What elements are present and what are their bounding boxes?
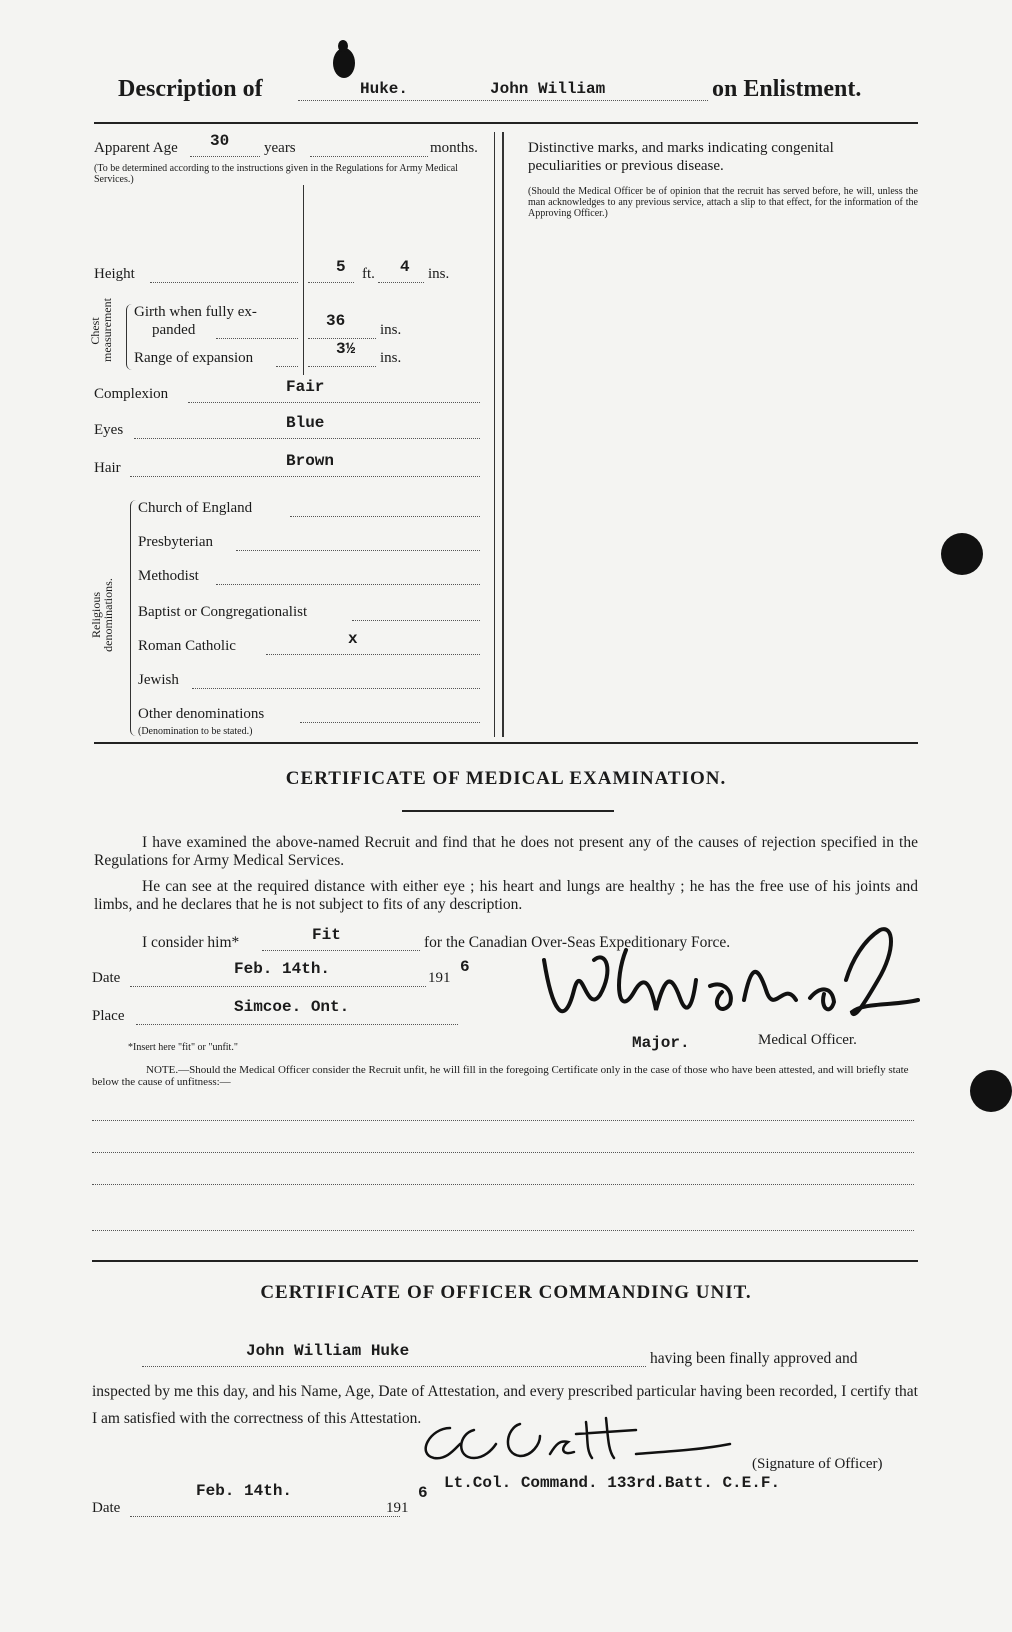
months-dots bbox=[310, 156, 428, 157]
religion-item: Jewish bbox=[138, 672, 179, 688]
force-label: for the Canadian Over-Seas Expeditionary Force. bbox=[424, 934, 731, 951]
height-in-dots bbox=[378, 282, 424, 283]
commanding-officer-value: Lt.Col. Command. 133rd.Batt. C.E.F. bbox=[444, 1474, 781, 1492]
commanding-title: CERTIFICATE OF OFFICER COMMANDING UNIT. bbox=[260, 1282, 752, 1303]
religion-dots bbox=[216, 584, 480, 585]
marks-heading-1: Distinctive marks, and marks indicating congenital bbox=[528, 140, 834, 156]
religion-brace bbox=[130, 500, 137, 736]
hair-label: Hair bbox=[94, 460, 121, 476]
religion-dots bbox=[236, 550, 480, 551]
complexion-label: Complexion bbox=[94, 386, 169, 402]
ins-label: ins. bbox=[428, 266, 450, 282]
section-rule bbox=[94, 742, 918, 744]
values-divider bbox=[303, 185, 304, 375]
ink-blot bbox=[338, 40, 348, 52]
religion-item: Methodist bbox=[138, 568, 199, 584]
religion-dots bbox=[266, 654, 480, 655]
commanding-name-value: John William Huke bbox=[246, 1342, 410, 1360]
medical-title: CERTIFICATE OF MEDICAL EXAMINATION. bbox=[285, 768, 727, 789]
medical-date-value: Feb. 14th. bbox=[234, 960, 331, 978]
hair-dots bbox=[130, 476, 480, 477]
unfit-line bbox=[92, 1120, 914, 1121]
medical-year-prefix: 191 bbox=[428, 970, 451, 986]
medical-officer-label: Medical Officer. bbox=[758, 1032, 857, 1048]
girth-label-2: panded bbox=[152, 322, 196, 338]
range-label: Range of expansion bbox=[134, 350, 254, 366]
religion-item: Presbyterian bbox=[138, 534, 213, 550]
given-names-value: John William bbox=[490, 80, 606, 98]
marks-heading-2: peculiarities or previous disease. bbox=[528, 158, 724, 174]
header-prefix: Description of bbox=[118, 76, 263, 102]
height-dots bbox=[150, 282, 298, 283]
age-value: 30 bbox=[210, 132, 230, 150]
medical-date-label: Date bbox=[92, 970, 121, 986]
religion-dots bbox=[192, 688, 480, 689]
column-divider bbox=[494, 132, 495, 737]
girth-dots bbox=[216, 338, 298, 339]
religion-dots bbox=[290, 516, 480, 517]
commanding-year-suffix: 6 bbox=[418, 1484, 428, 1502]
medical-para-2: He can see at the required distance with either eye ; his heart and lungs are healthy ; he has the free use of his joints and limbs, and he declares that he is not subject to fits of any description. bbox=[94, 878, 918, 913]
marks-note: (Should the Medical Officer be of opinion that the recruit has served before, he will, unless the man acknowledges to any previous service, attach a slip to that effect, for the information of the Approving Officer.) bbox=[528, 186, 918, 219]
eyes-dots bbox=[134, 438, 480, 439]
years-label: years bbox=[264, 140, 296, 156]
religion-item: Church of England bbox=[138, 500, 253, 516]
chest-group-label bbox=[89, 300, 113, 362]
ft-label: ft. bbox=[362, 266, 375, 282]
fit-value: Fit bbox=[312, 926, 341, 944]
religion-dots bbox=[352, 620, 480, 621]
chest-group-text: Chest measurement bbox=[88, 298, 114, 362]
place-label: Place bbox=[92, 1008, 125, 1024]
signature-label: (Signature of Officer) bbox=[752, 1456, 883, 1472]
religion-item: Baptist or Congregationalist bbox=[138, 604, 308, 620]
girth-value-dots bbox=[308, 338, 376, 339]
medical-para-1: I have examined the above-named Recruit and find that he does not present any of the causes of rejection specified in the Regulations for Army Medical Services. bbox=[94, 834, 918, 869]
girth-value: 36 bbox=[326, 312, 346, 330]
commanding-date-value: Feb. 14th. bbox=[196, 1482, 293, 1500]
place-value: Simcoe. Ont. bbox=[234, 998, 350, 1016]
commanding-date-dots bbox=[130, 1516, 400, 1517]
medical-year-suffix: 6 bbox=[460, 958, 470, 976]
eyes-label: Eyes bbox=[94, 422, 124, 438]
header-rule bbox=[94, 122, 918, 124]
unfit-note: NOTE.—Should the Medical Officer consider the Recruit unfit, he will fill in the foregoing Certificate only in the case of those who have been attested, and will briefly state below the cause of unfitness:— bbox=[92, 1064, 909, 1088]
place-dots bbox=[136, 1024, 458, 1025]
surname-value: Huke. bbox=[360, 80, 409, 98]
unfit-line bbox=[92, 1230, 914, 1231]
commanding-officer-signature bbox=[410, 1414, 740, 1470]
girth-label-1: Girth when fully ex- bbox=[134, 304, 257, 320]
chest-brace bbox=[126, 304, 133, 370]
months-label: months. bbox=[430, 140, 478, 156]
age-dots bbox=[190, 156, 260, 157]
section-rule bbox=[92, 1260, 918, 1262]
religion-group-text-1: Religious bbox=[89, 592, 103, 639]
medical-date-dots bbox=[130, 986, 426, 987]
punch-hole bbox=[941, 533, 983, 575]
insert-note: *Insert here "fit" or "unfit." bbox=[128, 1042, 238, 1053]
title-rule bbox=[402, 810, 614, 812]
height-in-value: 4 bbox=[400, 258, 410, 276]
height-ft-value: 5 bbox=[336, 258, 346, 276]
eyes-value: Blue bbox=[286, 414, 325, 432]
unfit-line bbox=[92, 1184, 914, 1185]
height-ft-dots bbox=[308, 282, 354, 283]
girth-unit: ins. bbox=[380, 322, 402, 338]
header-suffix: on Enlistment. bbox=[712, 76, 862, 102]
consider-label: I consider him* bbox=[142, 934, 240, 951]
medical-officer-signature bbox=[534, 920, 924, 1040]
height-label: Height bbox=[94, 266, 135, 282]
unfit-line bbox=[92, 1152, 914, 1153]
ink-blot bbox=[333, 48, 355, 78]
age-note: (To be determined according to the instructions given in the Regulations for Army Medical Services.) bbox=[94, 163, 458, 185]
punch-hole bbox=[970, 1070, 1012, 1112]
religion-dots bbox=[300, 722, 480, 723]
age-label: Apparent Age bbox=[94, 140, 178, 156]
religion-item: Other denominations bbox=[138, 706, 265, 722]
commanding-text-1: having been finally approved and bbox=[650, 1350, 858, 1367]
medical-officer-rank: Major. bbox=[632, 1034, 690, 1052]
complexion-value: Fair bbox=[286, 378, 325, 396]
commanding-text-2: inspected by me this day, and his Name, Age, Date of Attestation, and every prescribed particular having been recorded, I certify that I am satisfied with the correctness of this Attestation. bbox=[92, 1383, 918, 1427]
column-divider bbox=[502, 132, 504, 737]
religion-group-text-2: denominations. bbox=[101, 578, 115, 652]
hair-value: Brown bbox=[286, 452, 335, 470]
religion-other-note: (Denomination to be stated.) bbox=[138, 726, 253, 737]
religion-mark: x bbox=[348, 630, 358, 648]
range-unit: ins. bbox=[380, 350, 402, 366]
fit-dots bbox=[262, 950, 420, 951]
commanding-date-label: Date bbox=[92, 1500, 121, 1516]
name-dots bbox=[142, 1366, 646, 1367]
range-value-dots bbox=[308, 366, 376, 367]
complexion-dots bbox=[188, 402, 480, 403]
range-dots bbox=[276, 366, 298, 367]
header-dotted-line bbox=[298, 100, 708, 101]
range-value: 3½ bbox=[336, 340, 356, 358]
religion-group-label bbox=[90, 550, 114, 680]
commanding-year-prefix: 191 bbox=[386, 1500, 409, 1516]
religion-item: Roman Catholic bbox=[138, 638, 236, 654]
